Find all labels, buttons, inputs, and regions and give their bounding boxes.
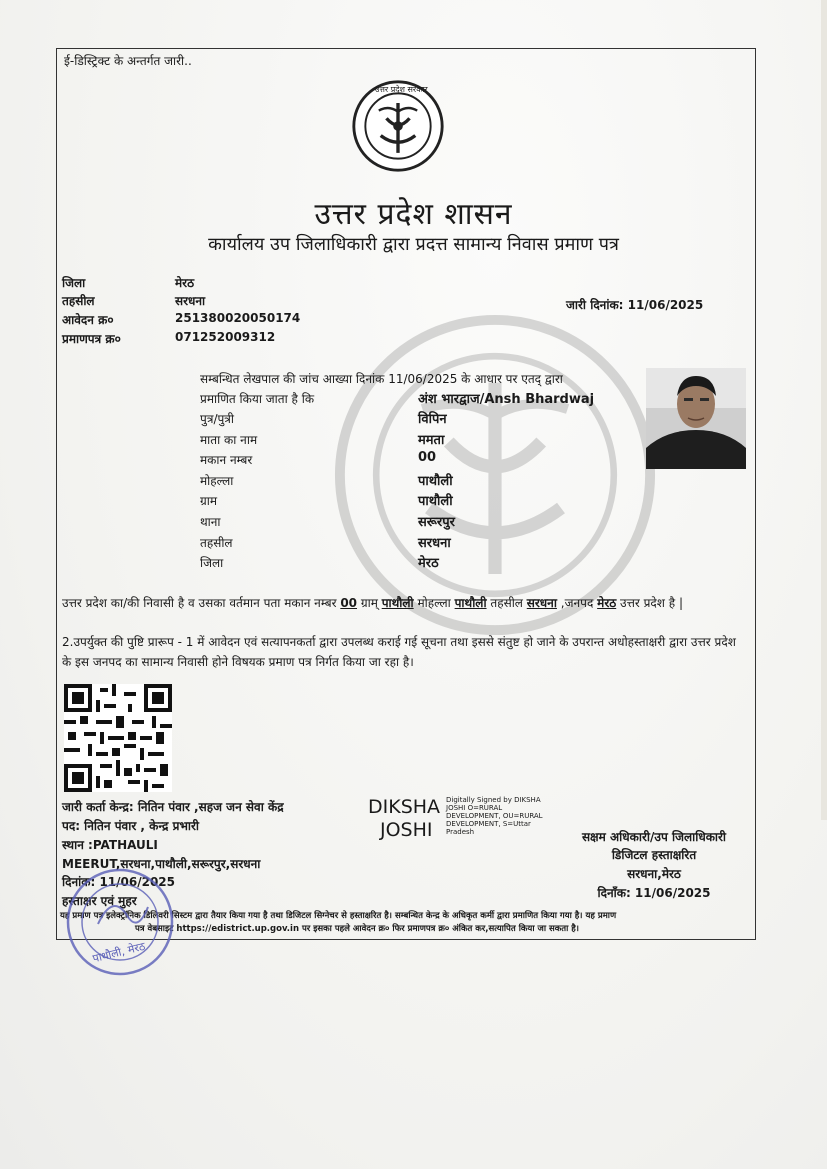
para1-district: मेरठ (597, 596, 617, 610)
stamp-text: पाथौली, मेरठ (91, 939, 147, 966)
center-stamp-icon (58, 862, 188, 977)
sig-detail-line: DEVELOPMENT, S=Uttar (446, 820, 531, 828)
issue-date (566, 296, 703, 313)
issuer-date: दिनांक: 11/06/2025 (62, 875, 176, 889)
para1-text-6: उत्तर प्रदेश है | (616, 596, 684, 610)
page-title: उत्तर प्रदेश शासन (314, 197, 513, 232)
certificate-number-value: 071252009312 (175, 330, 276, 344)
sig-detail-line: Digitally Signed by DIKSHA (446, 796, 541, 804)
field-value-tehsil: सरधना (418, 536, 451, 551)
field-value-police-station: सरूरपुर (418, 515, 455, 530)
tehsil-value: सरधना (175, 294, 206, 308)
para1-text-4: तहसील (486, 596, 527, 610)
field-value-mohalla: पाथौली (418, 474, 453, 489)
field-value-parent: विपिन (418, 412, 447, 427)
field-label-village: ग्राम (200, 494, 218, 508)
intro-line: सम्बन्धित लेखपाल की जांच आख्या दिनांक 11/06/2025 के आधार पर एतद् द्वारा (200, 372, 563, 386)
application-value: 251380020050174 (175, 311, 301, 325)
footer-line-2: पत्र वेबसाइट https://edistrict.up.gov.in पर इसका पहले आवेदन क्र० फिर प्रमाणपत्र क्र० अंकित कर,सत्यापित किया जा सकता है। (135, 924, 579, 934)
issuer-sign-label: हस्ताक्षर एवं मुहर (62, 894, 137, 908)
officer-place: सरधना,मेरठ (627, 867, 681, 881)
digital-signature-name-1: DIKSHA (368, 796, 441, 818)
digital-signature-name-2: JOSHI (380, 819, 433, 841)
para1-house: 00 (340, 596, 358, 610)
watermark-emblem-icon (330, 310, 660, 640)
field-label-district: जिला (200, 556, 224, 570)
footer-line-1: यह प्रमाण पत्र इलेक्ट्रॉनिक डिलिवरी सिस्टम द्वारा तैयार किया गया है तथा डिजिटल सिग्नेचर से हस्ताक्षरित है। सम्बन्धित केन्द्र के अधिकृत कर्मी द्वारा प्रमाणित किया गया है। यह प्रमाण (60, 911, 617, 921)
para1-mohalla: पाथौली (454, 596, 487, 610)
applicant-photo (646, 368, 746, 469)
field-label-house: मकान नम्बर (200, 453, 253, 467)
para1-text-1: उत्तर प्रदेश का/की निवासी है व उसका वर्तमान पता मकान नम्बर (62, 596, 341, 610)
field-value-village: पाथौली (418, 494, 453, 509)
issuing-center: जारी कर्ता केन्द्र: नितिन पंवार ,सहज जन सेवा केंद्र (62, 800, 284, 814)
certificate-number-label: प्रमाणपत्र क्र० (62, 332, 121, 346)
emblem-text: उत्तर प्रदेश सरकार (375, 85, 428, 94)
field-label-mohalla: मोहल्ला (200, 474, 234, 488)
field-value-district: मेरठ (418, 556, 439, 571)
field-label-mother: माता का नाम (200, 433, 258, 447)
field-label-parent: पुत्र/पुत्री (200, 412, 235, 426)
para1-tehsil: सरधना (526, 596, 557, 610)
application-label: आवेदन क्र० (62, 313, 114, 327)
sig-detail-line: JOSHI O=RURAL (446, 804, 503, 812)
officer-digitally-signed: डिजिटल हस्ताक्षरित (611, 848, 697, 862)
issuer-place: स्थान :PATHAULI (62, 838, 158, 852)
issuer-address: MEERUT,सरधना,पाथौली,सरूरपुर,सरधना (62, 857, 261, 871)
tehsil-label: तहसील (62, 294, 95, 308)
person-portrait-icon (646, 368, 746, 469)
field-label-certified: प्रमाणित किया जाता है कि (200, 392, 315, 406)
confirmation-paragraph: 2.उपर्युक्त की पुष्टि प्रारूप - 1 में आवेदन एवं सत्यापनकर्ता द्वारा उपलब्ध कराई गई सूचना तथा इससे संतुष्ट हो जाने के उपरान्त अधोहस्ताक्षरी द्वारा उत्तर प्रदेश के इस जनपद का सामान्य निवासी होने विषयक प्रमाण पत्र निर्गत किया जा रहा है। (62, 635, 736, 669)
issue-date-label: जारी दिनांक: (566, 298, 624, 312)
sig-detail-line: Pradesh (446, 828, 475, 836)
sig-detail-line: DEVELOPMENT, OU=RURAL (446, 812, 543, 820)
issue-date-value: 11/06/2025 (627, 298, 704, 312)
field-label-tehsil: तहसील (200, 536, 233, 550)
district-value: मेरठ (175, 276, 195, 290)
issuer-post: पद: नितिन पंवार , केन्द्र प्रभारी (62, 819, 199, 833)
officer-date: दिनाँक: 11/06/2025 (597, 886, 711, 900)
header-note: ई-डिस्ट्रिक्ट के अन्तर्गत जारी.. (64, 54, 192, 68)
residence-paragraph (62, 593, 747, 613)
para1-village: पाथौली (381, 596, 414, 610)
qr-code-icon (64, 684, 172, 792)
field-label-police-station: थाना (200, 515, 221, 529)
para1-text-5: ,जनपद (556, 596, 598, 610)
field-value-name: अंश भारद्वाज/Ansh Bhardwaj (418, 392, 595, 407)
para1-text-2: ग्राम् (357, 596, 382, 610)
officer-designation: सक्षम अधिकारी/उप जिलाधिकारी (581, 830, 727, 844)
digital-signature-details (446, 796, 543, 836)
field-value-house: 00 (418, 450, 437, 465)
paper-edge (821, 0, 827, 820)
para1-text-3: मोहल्ला (413, 596, 455, 610)
page-subtitle: कार्यालय उप जिलाधिकारी द्वारा प्रदत्त सामान्य निवास प्रमाण पत्र (208, 234, 619, 255)
field-value-mother: ममता (418, 433, 445, 448)
district-label: जिला (62, 276, 86, 290)
